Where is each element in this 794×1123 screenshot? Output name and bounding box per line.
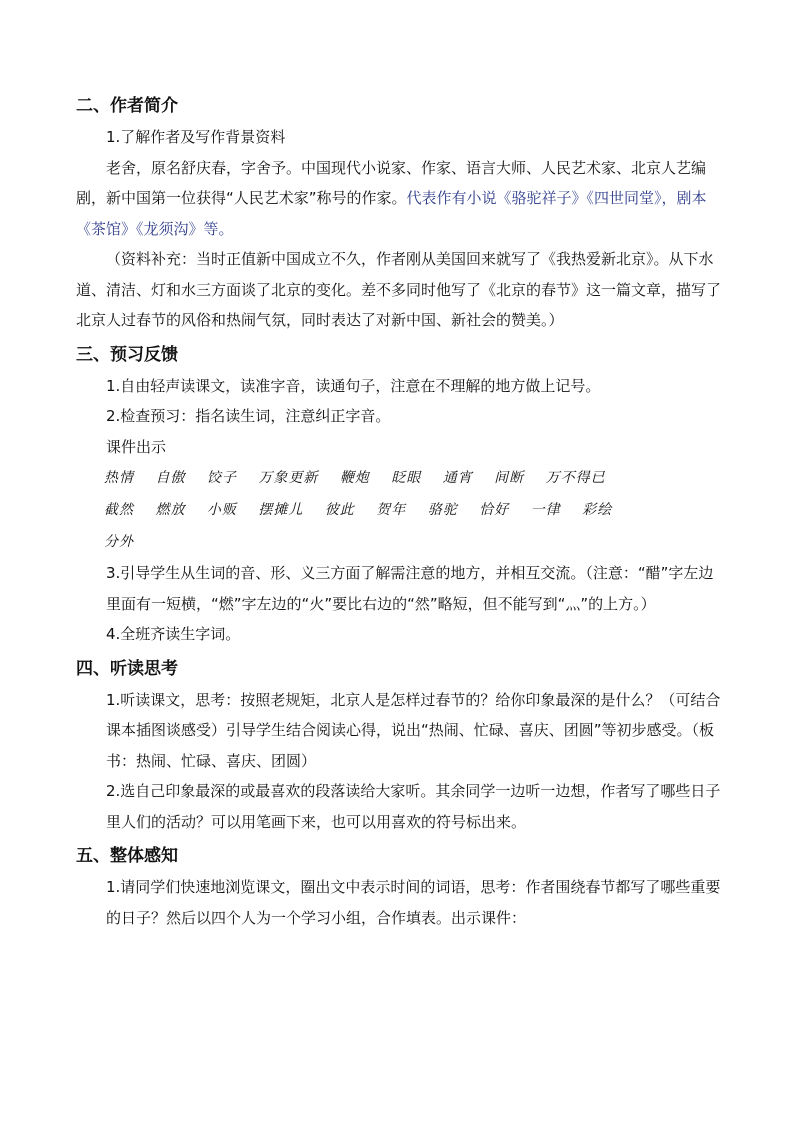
vocab-word: 分外	[104, 534, 134, 550]
vocab-word: 贺年	[376, 502, 407, 518]
vocab-word: 截然	[104, 502, 134, 518]
vocab-word: 通宵	[442, 470, 473, 486]
paragraph: 2.选自己印象最深的或最喜欢的段落读给大家听。其余同学一边听一边想，作者写了哪些日子里人们的活动？可以用笔画下来，也可以用喜欢的符号标出来。	[106, 782, 721, 831]
paragraph-part: 老舍，原名舒庆春，字舍予。中国现代小说家、作家、语言大师、人民艺术家、北京人艺编剧，新中国第一位获得“人民艺术家”称号的作家。	[76, 158, 707, 207]
vocab-word: 鞭炮	[339, 470, 370, 486]
paragraph-part-highlight: 代表作有小说《骆驼祥子》《四世同堂》，剧本《茶馆》《龙须沟》等。	[76, 189, 707, 238]
vocab-word: 一律	[530, 502, 561, 518]
section-preview-feedback	[76, 339, 724, 650]
section-overall-perception	[76, 840, 724, 933]
vocab-word: 燃放	[155, 502, 186, 518]
vocab-word: 万象更新	[258, 470, 319, 486]
section-listen-think	[76, 653, 724, 838]
vocab-row	[76, 462, 724, 494]
vocab-word: 摆摊儿	[258, 502, 304, 518]
vocab-word: 热情	[104, 470, 134, 486]
section-title: 二、作者简介	[76, 96, 178, 116]
vocab-word: 彼此	[324, 502, 355, 518]
vocab-word: 饺子	[206, 470, 237, 486]
section-title: 三、预习反馈	[76, 344, 178, 365]
vocab-word: 恰好	[479, 502, 510, 518]
paragraph: 2.检查预习：指名读生词，注意纠正字音。	[106, 407, 391, 425]
vocab-row	[76, 526, 724, 558]
vocab-word: 万不得已	[545, 470, 606, 486]
vocab-word: 小贩	[206, 502, 237, 518]
vocab-word: 眨眼	[391, 470, 422, 486]
paragraph: 3.引导学生从生词的音、形、义三方面了解需注意的地方，并相互交流。（注意：“醋”字左边里面有一短横，“燃”字左边的“火”要比右边的“然”略短，但不能写到“灬”的上方。）	[106, 564, 714, 613]
paragraph: 1.了解作者及写作背景资料	[106, 128, 286, 146]
section-author-intro	[76, 90, 724, 336]
paragraph: 1.请同学们快速地浏览课文，圈出文中表示时间的词语，思考：作者围绕春节都写了哪些重要的日子？然后以四个人为一个学习小组，合作填表。出示课件：	[106, 878, 721, 927]
section-title: 五、整体感知	[76, 846, 178, 866]
paragraph: 1.自由轻声读课文，读准字音，读通句子，注意在不理解的地方做上记号。	[106, 376, 601, 395]
vocab-word: 骆驼	[427, 502, 458, 518]
paragraph	[76, 153, 724, 245]
vocab-row	[76, 494, 724, 526]
paragraph: 4.全班齐读生字词。	[106, 625, 241, 643]
document-content	[76, 90, 724, 933]
section-title: 四、听读思考	[76, 658, 178, 679]
paragraph: 课件出示	[106, 437, 167, 456]
vocab-word: 间断	[494, 470, 525, 486]
paragraph: （资料补充：当时正值新中国成立不久，作者刚从美国回来就写了《我热爱新北京》。从下水道、清洁、灯和水三方面谈了北京的变化。差不多同时他写了《北京的春节》这一篇文章，描写了北京人过春节的风俗和热闹气氛，同时表达了对新中国、新社会的赞美。）	[76, 250, 722, 329]
vocab-word: 彩绘	[582, 502, 613, 518]
paragraph: 1.听读课文，思考：按照老规矩，北京人是怎样过春节的？给你印象最深的是什么？（可结合课本插图谈感受）引导学生结合阅读心得，说出“热闹、忙碌、喜庆、团圆”等初步感受。（板书：热闹、忙碌、喜庆、团圆）	[106, 690, 721, 770]
vocab-word: 自傲	[155, 470, 186, 486]
